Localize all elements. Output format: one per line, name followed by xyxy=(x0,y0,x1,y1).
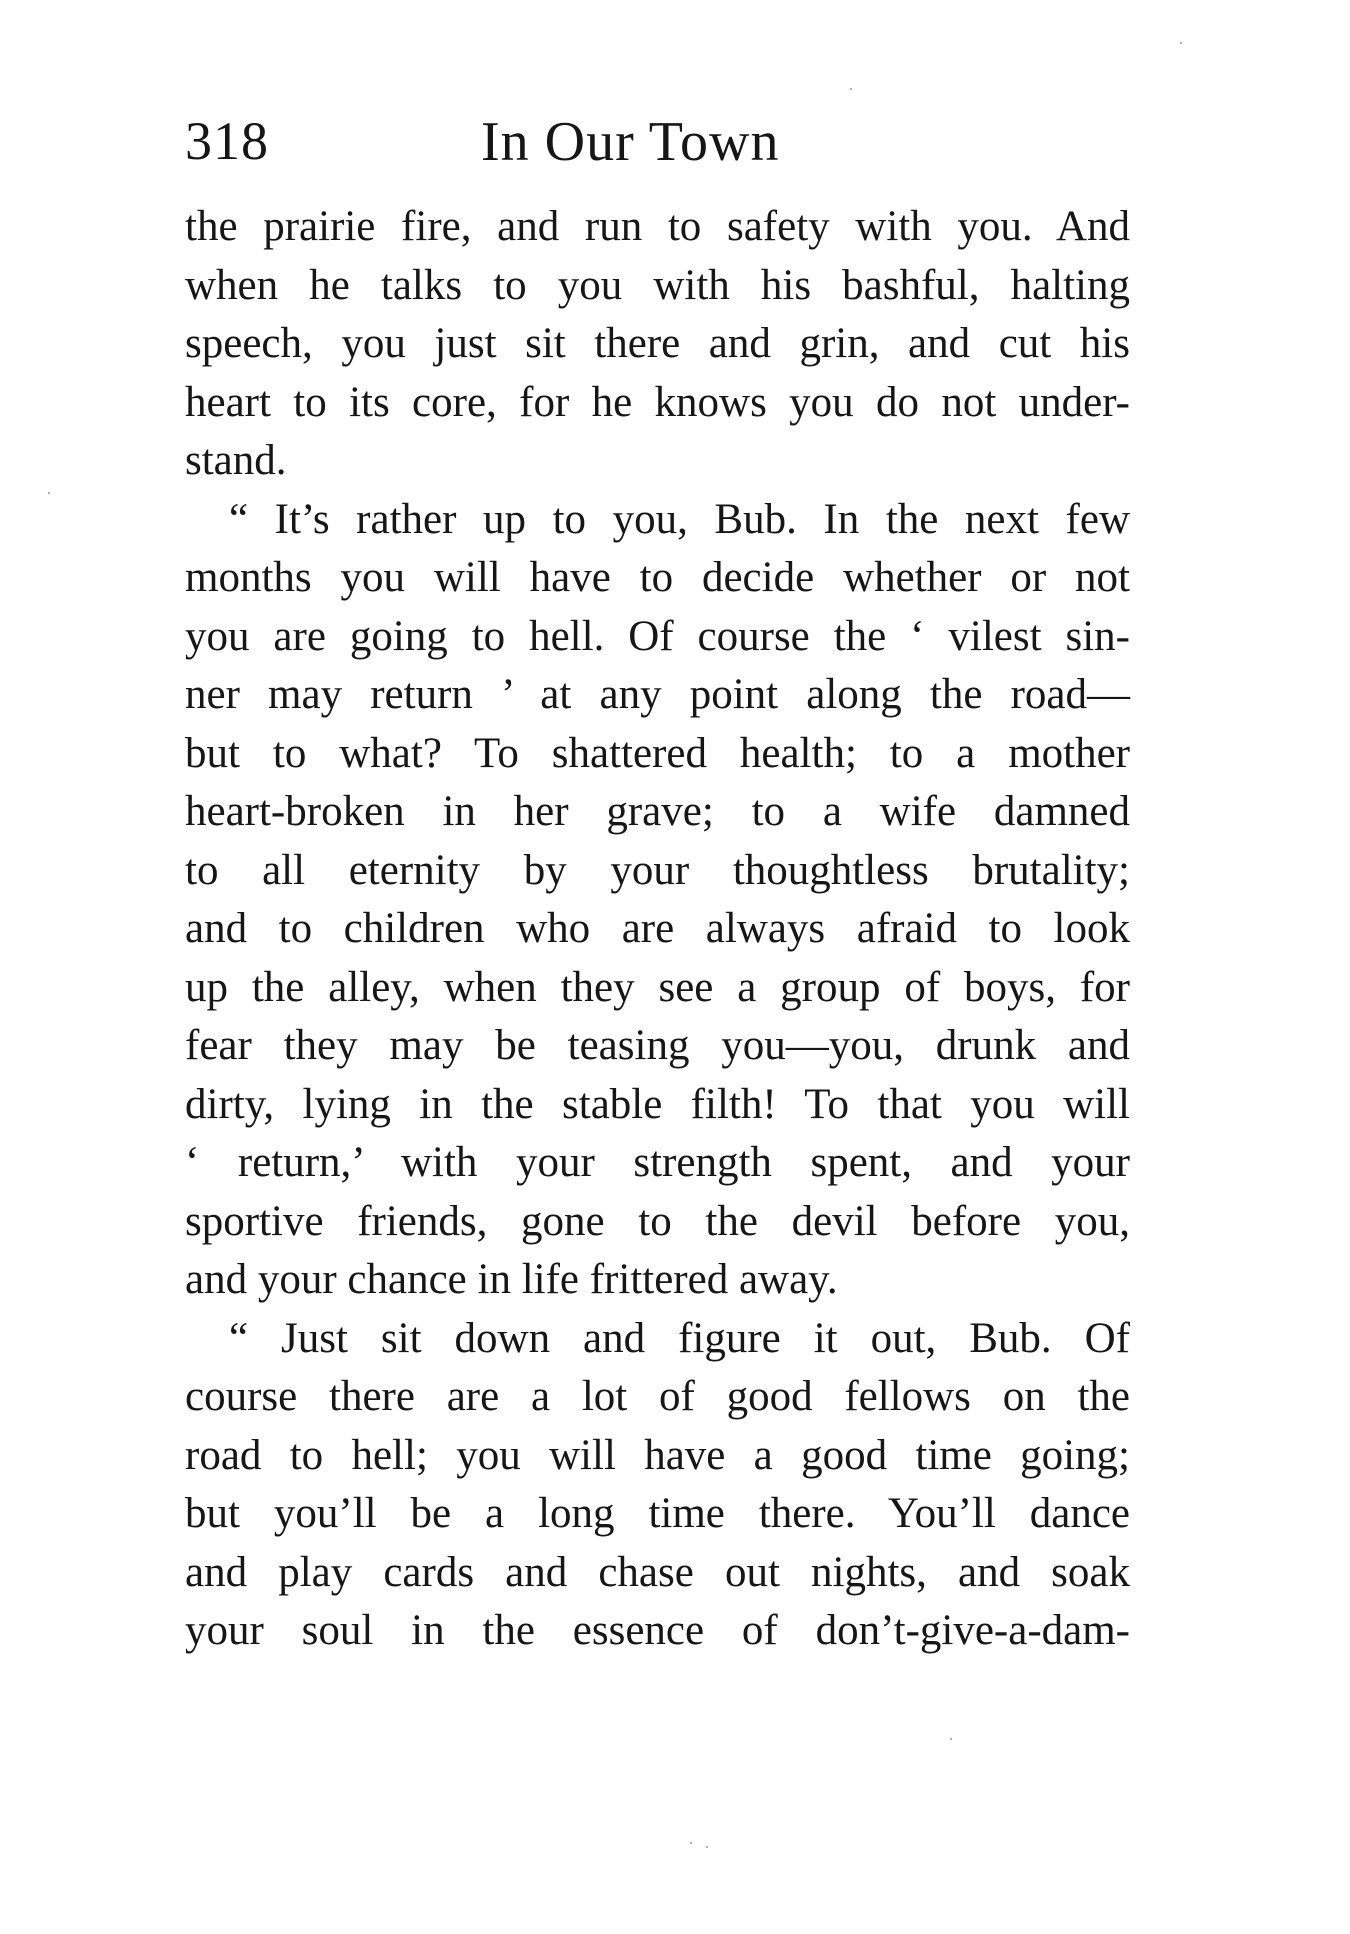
body-text xyxy=(185,198,1130,1661)
text-line: and play cards and chase out nights, and soak xyxy=(185,1548,1130,1596)
scan-speck xyxy=(706,1846,708,1848)
running-title: In Our Town xyxy=(481,111,780,173)
text-line: speech, you just sit there and grin, and cut his xyxy=(185,320,1130,367)
text-line: but you’ll be a long time there. You’ll dance xyxy=(185,1490,1130,1537)
text-line: when he talks to you with his bashful, halting xyxy=(185,261,1130,309)
text-line: “ Just sit down and figure it out, Bub. Of xyxy=(229,1314,1130,1362)
text-line: ner may return ’ at any point along the road— xyxy=(185,671,1130,718)
paragraph-1 xyxy=(185,198,1130,491)
text-line: “ It’s rather up to you, Bub. In the next few xyxy=(229,495,1130,543)
text-line: your soul in the essence of don’t-give-a-dam- xyxy=(185,1607,1130,1654)
text-line: heart-broken in her grave; to a wife damned xyxy=(185,788,1130,835)
text-line: up the alley, when they see a group of boys, for xyxy=(185,963,1130,1011)
scan-speck xyxy=(850,88,852,90)
text-line: and your chance in life frittered away. xyxy=(185,1256,838,1303)
text-line: months you will have to decide whether or not xyxy=(185,554,1130,601)
text-line: to all eternity by your thoughtless brutality; xyxy=(185,846,1130,894)
scan-speck xyxy=(950,1738,952,1740)
paragraph-3 xyxy=(185,1310,1130,1661)
text-line: sportive friends, gone to the devil before you, xyxy=(185,1197,1130,1245)
text-line: ‘ return,’ with your strength spent, and your xyxy=(185,1139,1130,1186)
text-line: stand. xyxy=(185,437,287,484)
text-line: course there are a lot of good fellows on the xyxy=(185,1373,1130,1420)
text-line: you are going to hell. Of course the ‘ vilest sin- xyxy=(185,612,1130,660)
scan-speck xyxy=(690,1842,692,1844)
text-line: and to children who are always afraid to look xyxy=(185,905,1130,952)
text-line: heart to its core, for he knows you do not under- xyxy=(185,378,1130,426)
running-head xyxy=(185,110,1135,180)
scan-speck xyxy=(1180,42,1182,44)
text-line: dirty, lying in the stable filth! To that you will xyxy=(185,1080,1130,1128)
text-line: fear they may be teasing you—you, drunk and xyxy=(185,1022,1130,1069)
text-line: but to what? To shattered health; to a mother xyxy=(185,729,1130,777)
scan-speck xyxy=(48,492,50,494)
page-number: 318 xyxy=(185,111,269,171)
paragraph-2 xyxy=(185,491,1130,1310)
text-line: the prairie fire, and run to safety with you. And xyxy=(185,203,1130,250)
text-line: road to hell; you will have a good time going; xyxy=(185,1431,1130,1479)
